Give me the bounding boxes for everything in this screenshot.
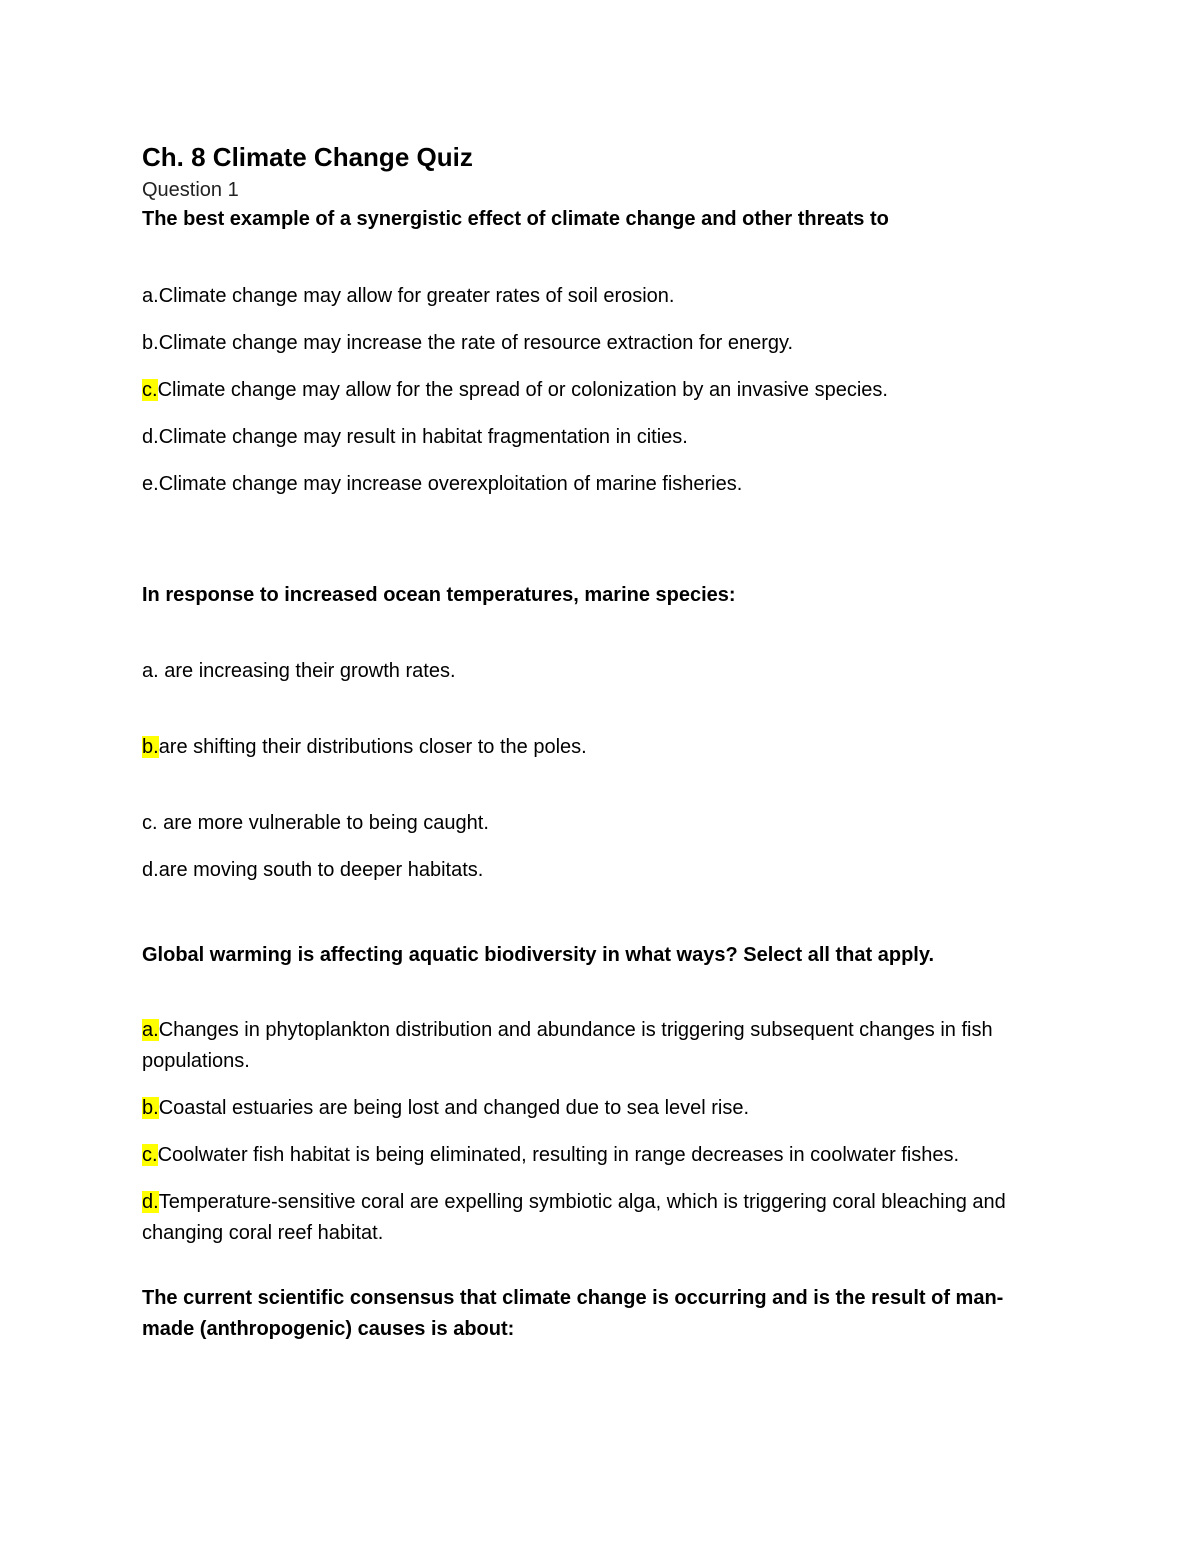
option-text: Climate change may increase overexploitation of marine fisheries. bbox=[158, 473, 743, 495]
question-2-option-c bbox=[142, 808, 1052, 839]
question-1-text: The best example of a synergistic effect of climate change and other threats to bbox=[142, 208, 889, 230]
highlighted-answer-letter: d. bbox=[142, 1191, 159, 1213]
highlighted-answer-letter: a. bbox=[142, 1019, 159, 1041]
document-title: Ch. 8 Climate Change Quiz bbox=[142, 142, 473, 172]
option-letter: e. bbox=[142, 473, 159, 495]
question-2-option-a bbox=[142, 656, 1052, 687]
option-text: Climate change may allow for greater rates of soil erosion. bbox=[158, 285, 675, 307]
question-4-text: The current scientific consensus that climate change is occurring and is the result of man-made (anthropogenic) causes is about: bbox=[142, 1287, 1004, 1340]
option-text: Changes in phytoplankton distribution and abundance is triggering subsequent changes in fish populations. bbox=[142, 1019, 993, 1072]
option-text: Climate change may allow for the spread of or colonization by an invasive species. bbox=[157, 379, 888, 401]
question-1-option-d bbox=[142, 422, 1052, 453]
question-3-option-c bbox=[142, 1140, 1052, 1171]
option-text: Coastal estuaries are being lost and changed due to sea level rise. bbox=[158, 1097, 750, 1119]
highlighted-answer-letter: c. bbox=[142, 1144, 158, 1166]
question-3-option-b bbox=[142, 1093, 1052, 1124]
option-letter: a. bbox=[142, 660, 159, 682]
option-letter: b. bbox=[142, 332, 159, 354]
highlighted-answer-letter: b. bbox=[142, 736, 159, 758]
question-2-text: In response to increased ocean temperatures, marine species: bbox=[142, 584, 736, 606]
option-text: are shifting their distributions closer to the poles. bbox=[158, 736, 587, 758]
option-text: Coolwater fish habitat is being eliminated, resulting in range decreases in coolwater fishes. bbox=[157, 1144, 960, 1166]
highlighted-answer-letter: b. bbox=[142, 1097, 159, 1119]
question-1-option-c bbox=[142, 375, 1052, 406]
highlighted-answer-letter: c. bbox=[142, 379, 158, 401]
question-2-option-b bbox=[142, 732, 1052, 763]
option-text: are more vulnerable to being caught. bbox=[157, 812, 489, 834]
document-content bbox=[142, 140, 1052, 1345]
option-text: Climate change may result in habitat fragmentation in cities. bbox=[158, 426, 688, 448]
question-label: Question 1 bbox=[142, 179, 239, 201]
question-3-option-a bbox=[142, 1015, 1052, 1077]
option-letter: c. bbox=[142, 812, 158, 834]
option-letter: a. bbox=[142, 285, 159, 307]
question-3-option-d bbox=[142, 1187, 1052, 1249]
question-1-option-e bbox=[142, 469, 1052, 500]
question-2-option-d bbox=[142, 855, 1052, 886]
question-3-text: Global warming is affecting aquatic biodiversity in what ways? Select all that apply. bbox=[142, 944, 935, 966]
option-letter: d. bbox=[142, 426, 159, 448]
option-text: are increasing their growth rates. bbox=[158, 660, 456, 682]
option-text: Temperature-sensitive coral are expelling symbiotic alga, which is triggering coral bleaching and changing coral reef habitat. bbox=[142, 1191, 1006, 1244]
option-text: Climate change may increase the rate of resource extraction for energy. bbox=[158, 332, 794, 354]
option-text: are moving south to deeper habitats. bbox=[158, 859, 484, 881]
option-letter: d. bbox=[142, 859, 159, 881]
question-1-option-b bbox=[142, 328, 1052, 359]
question-1-option-a bbox=[142, 281, 1052, 312]
